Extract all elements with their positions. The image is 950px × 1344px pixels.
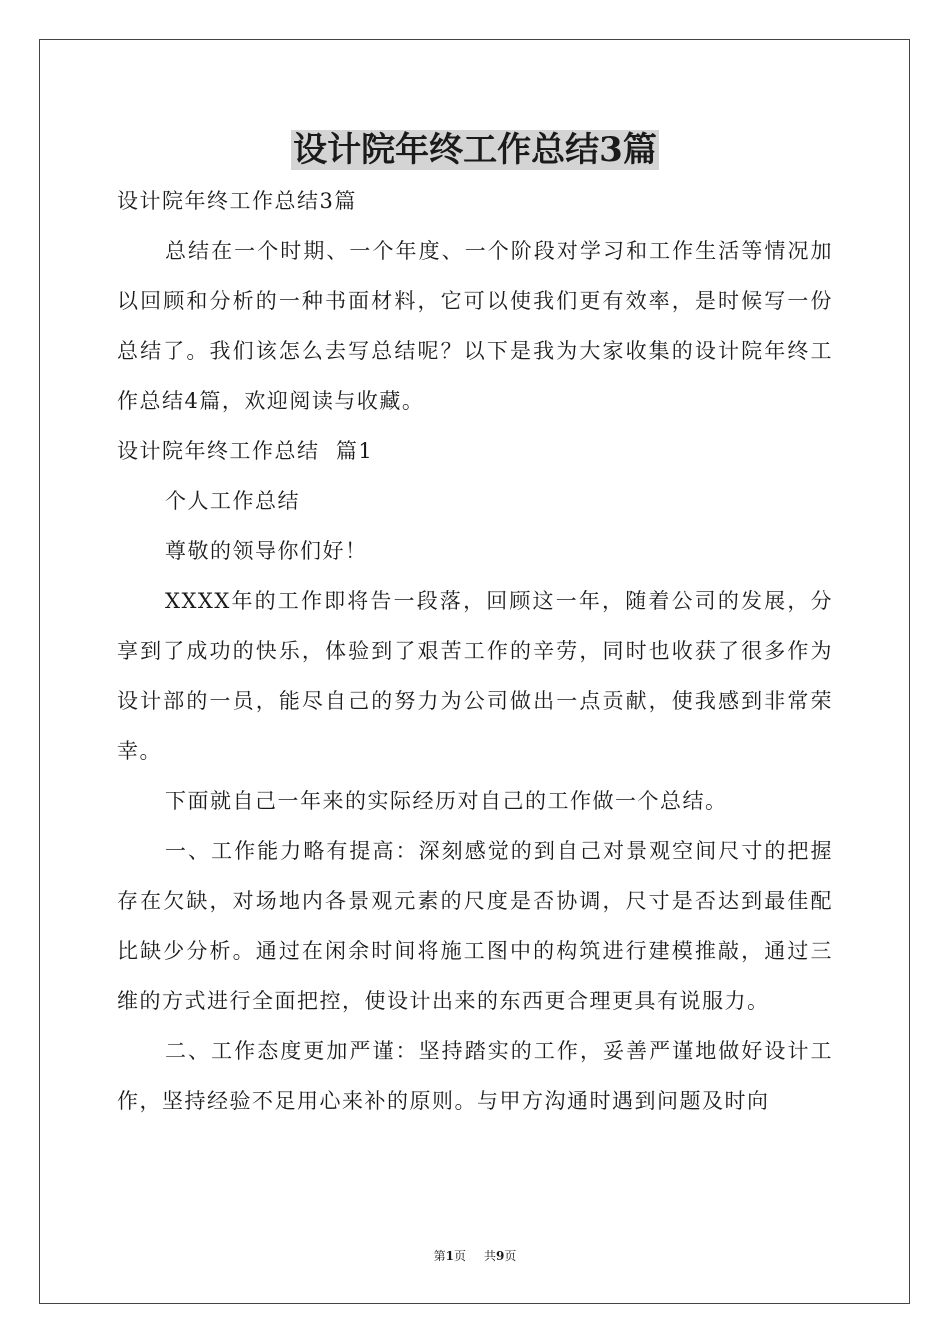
body-paragraph-1: XXXX年的工作即将告一段落，回顾这一年，随着公司的发展，分享到了成功的快乐，体验到了艰苦工作的辛劳，同时也收获了很多作为设计部的一员，能尽自己的努力为公司做出一点贡献，使我感到非常荣幸。 bbox=[117, 589, 833, 763]
report-title: 个人工作总结 bbox=[165, 489, 300, 513]
total-pages: 9 bbox=[496, 1249, 505, 1263]
intro-paragraph: 总结在一个时期、一个年度、一个阶段对学习和工作生活等情况加以回顾和分析的一种书面材料，它可以使我们更有效率，是时候写一份总结了。我们该怎么去写总结呢？以下是我为大家收集的设计院年终工作总结4篇，欢迎阅读与收藏。 bbox=[117, 239, 833, 413]
total-prefix: 共 bbox=[484, 1249, 497, 1263]
section-heading: 设计院年终工作总结 篇1 bbox=[117, 439, 374, 463]
document-title bbox=[0, 128, 950, 172]
page-suffix: 页 bbox=[453, 1249, 466, 1263]
total-suffix: 页 bbox=[504, 1249, 517, 1263]
subtitle-line: 设计院年终工作总结3篇 bbox=[117, 189, 357, 213]
salutation: 尊敬的领导你们好！ bbox=[165, 539, 368, 563]
page-footer bbox=[0, 1247, 950, 1265]
body-paragraph-4: 二、工作态度更加严谨：坚持踏实的工作，妥善严谨地做好设计工作，坚持经验不足用心来补的原则。与甲方沟通时遇到问题及时向 bbox=[117, 1039, 833, 1113]
document-body bbox=[117, 176, 833, 1126]
document-title-text: 设计院年终工作总结3篇 bbox=[293, 130, 657, 170]
page-number: 1 bbox=[445, 1249, 454, 1263]
body-paragraph-2: 下面就自己一年来的实际经历对自己的工作做一个总结。 bbox=[165, 789, 728, 813]
page-prefix: 第 bbox=[433, 1249, 446, 1263]
body-paragraph-3: 一、工作能力略有提高：深刻感觉的到自己对景观空间尺寸的把握存在欠缺，对场地内各景观元素的尺度是否协调，尺寸是否达到最佳配比缺少分析。通过在闲余时间将施工图中的构筑进行建模推敲，通过三维的方式进行全面把控，使设计出来的东西更合理更具有说服力。 bbox=[117, 839, 833, 1013]
